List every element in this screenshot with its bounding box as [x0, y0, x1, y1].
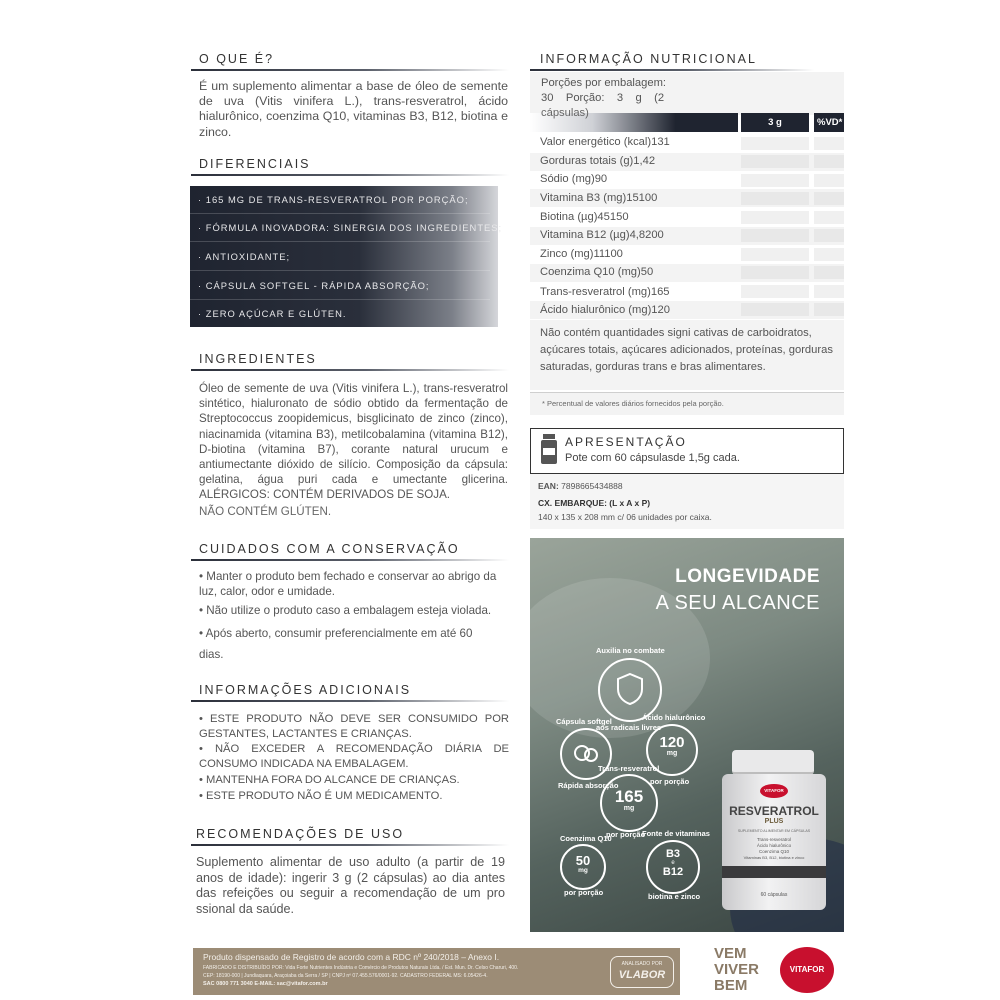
- nutrient-row: Gorduras totais (g)1,42: [540, 155, 656, 167]
- ean-label: EAN:: [538, 481, 559, 491]
- footer-band: [193, 948, 680, 995]
- vitafor-logo: VITAFOR: [780, 947, 834, 993]
- badge-unit: e: [671, 860, 675, 866]
- diferencial-item: · ZERO AÇÚCAR E GLÚTEN.: [198, 308, 347, 319]
- section-rule: [191, 69, 509, 71]
- adicionais-item: • NÃO EXCEDER A RECOMENDAÇÃO DIÁRIA DE CONSUMO INDICADA NA EMBALAGEM.: [199, 743, 509, 770]
- slogan-bem: BEM: [714, 977, 748, 994]
- ean-value: 7898665434888: [561, 481, 623, 491]
- badge-caption: por porção: [650, 777, 690, 786]
- divider: [190, 299, 490, 300]
- ad-headline: LONGEVIDADE: [675, 566, 820, 587]
- o-que-e-text: É um suplemento alimentar a base de óleo de semente de uva (Vitis vinifera L.), trans-resveratrol, ácido hialurônico, coenzima Q10, vitaminas B3, B12, biotina e zinco.: [199, 79, 508, 139]
- bottle-count: 60 cápsulas: [760, 892, 788, 898]
- vlabor-badge: [610, 956, 674, 988]
- value-cell: [741, 266, 809, 279]
- value-cell: [814, 303, 844, 316]
- badge-caption: biotina e zinco: [648, 892, 701, 901]
- divider: [190, 241, 490, 242]
- value-cell: [741, 303, 809, 316]
- value-cell: [741, 137, 809, 150]
- badge-unit: mg: [666, 750, 678, 757]
- badge-caption: Cápsula softgel: [556, 717, 612, 726]
- col-header-3g: 3 g: [741, 113, 809, 132]
- gluten-text: NÃO CONTÉM GLÚTEN.: [199, 505, 332, 518]
- badge-unit: mg: [578, 867, 588, 874]
- badge-caption: aos radicais livres: [596, 723, 662, 732]
- badge-caption: por porção: [564, 888, 604, 897]
- footer-sac: SAC 0800 771 3040 E-MAIL: sac@vitafor.com.br: [203, 981, 328, 987]
- value-cell: [814, 248, 844, 261]
- slogan-vem: VEM: [714, 945, 747, 962]
- badge-caption: Fonte de vitaminas: [642, 829, 710, 838]
- nutrient-row: Valor energético (kcal)131: [540, 136, 670, 148]
- value-cell: [814, 155, 844, 168]
- section-rule: [530, 69, 814, 71]
- badge-caption: Trans-resveratrol: [598, 764, 660, 773]
- badge-value: 50: [575, 853, 591, 868]
- adicionais-item: • ESTE PRODUTO NÃO DEVE SER CONSUMIDO POR GESTANTES, LACTANTES E CRIANÇAS.: [199, 713, 509, 740]
- nutrient-row: Sódio (mg)90: [540, 173, 608, 185]
- cuidados-item: • Não utilize o produto caso a embalagem esteja violada.: [199, 604, 492, 617]
- porcoes-line: 30 Porção: 3 g (2: [541, 92, 665, 104]
- bottle-ingredient: Coenzima Q10: [758, 849, 789, 854]
- col-header-vd: %VD*: [814, 113, 844, 132]
- value-cell: [814, 174, 844, 187]
- nutrient-row: Vitamina B12 (µg)4,8200: [540, 229, 664, 241]
- value-cell: [741, 174, 809, 187]
- diferenciais-title: DIFERENCIAIS: [199, 157, 311, 171]
- value-cell: [814, 211, 844, 224]
- product-ad: [530, 538, 844, 932]
- divider: [190, 270, 490, 271]
- slogan-viver: VIVER: [714, 961, 760, 978]
- bottle-band: [722, 866, 826, 878]
- value-cell: [741, 285, 809, 298]
- bottle-cap: [732, 750, 814, 775]
- capsule-icon: [573, 742, 599, 764]
- cuidados-title: CUIDADOS COM A CONSERVAÇÃO: [199, 542, 460, 556]
- vlabor-logo: VLABOR: [618, 969, 666, 981]
- value-cell: [741, 192, 809, 205]
- diferencial-item: · FÓRMULA INOVADORA: SINERGIA DOS INGREDIENTES;: [198, 222, 503, 233]
- bottle-sub: SUPLEMENTO ALIMENTAR EM CÁPSULAS: [737, 829, 811, 833]
- shield-icon: [615, 672, 645, 706]
- cx-value: 140 x 135 x 208 mm c/ 06 unidades por caixa.: [538, 512, 712, 522]
- footnote: * Percentual de valores diários fornecidos pela porção.: [542, 399, 724, 408]
- nutrient-row: Ácido hialurônico (mg)120: [540, 304, 670, 316]
- footer-rdc: Produto dispensado de Registro de acordo com a RDC nº 240/2018 – Anexo I.: [203, 952, 500, 962]
- value-cell: [814, 266, 844, 279]
- nutrient-row: Coenzima Q10 (mg)50: [540, 266, 654, 278]
- badge-value: 120: [659, 734, 685, 751]
- badge-caption: Auxilia no combate: [596, 646, 665, 655]
- bottle-ingredient: Ácido hialurônico: [756, 843, 792, 848]
- adicionais-item: • ESTE PRODUTO NÃO É UM MEDICAMENTO.: [199, 790, 443, 802]
- badge-vitaminas: [646, 840, 700, 894]
- footer-endereco: CEP: 18190-000 | Jundiaquara, Araçoiaba da Serra / SP | CNPJ nº 07.455.576/0001-92. CADASTRO FEDERAL MS: 6.05426-4.: [203, 973, 488, 979]
- apresentacao-title: APRESENTAÇÃO: [565, 435, 687, 449]
- recomendacoes-title: RECOMENDAÇÕES DE USO: [196, 827, 405, 841]
- recomendacoes-text: Suplemento alimentar de uso adulto (a partir de 19 anos de idade): ingerir 3 g (2 cápsulas) ao dia antes das refeições ou seguir a recomendação de um pro ssional da saúde.: [196, 855, 505, 916]
- diferencial-item: · 165 MG DE TRANS-RESVERATROL POR PORÇÃO;: [198, 194, 469, 205]
- value-cell: [741, 229, 809, 242]
- bottle-ingredient: Trans-resveratrol: [756, 837, 792, 842]
- cx-label: CX. EMBARQUE: (L x A x P): [538, 498, 651, 508]
- o-que-e-title: O QUE É?: [199, 52, 275, 66]
- value-cell: [814, 229, 844, 242]
- badge-coenzima: [560, 844, 606, 890]
- nao-contem-text: Não contém quantidades signi cativas de carboidratos, açúcares totais, açúcares adicionados, proteínas, gorduras saturadas, gorduras trans e bras alimentares.: [540, 327, 833, 373]
- value-cell: [741, 248, 809, 261]
- bottle-plus: PLUS: [764, 818, 784, 825]
- badge-caption: Ácido hialurônico: [642, 713, 706, 722]
- bottle-ingredient: Vitaminas B3, B12, biotina e zinco: [743, 855, 805, 860]
- nutrient-row: Trans-resveratrol (mg)165: [540, 286, 670, 298]
- badge-value: B3: [665, 848, 681, 860]
- nutrient-row: Zinco (mg)11100: [540, 248, 623, 260]
- value-cell: [814, 192, 844, 205]
- value-cell: [814, 137, 844, 150]
- section-rule: [191, 559, 509, 561]
- footer-fabricante: FABRICADO E DISTRIBUÍDO POR: Vida Forte Nutrientes Indústria e Comércio de Produtos Naturais Ltda. / Est. Mun. Dr. Celso Charuri, 400.: [203, 965, 519, 971]
- adicionais-title: INFORMAÇÕES ADICIONAIS: [199, 683, 412, 697]
- badge-value: B12: [662, 866, 684, 878]
- ad-headline: A SEU ALCANCE: [655, 592, 820, 614]
- ingredientes-text: Óleo de semente de uva (Vitis vinifera L.), trans-resveratrol sintético, hialuronato de sódio obtido da fermentação de Streptococcus zoopidemicus, bisglicinato de zinco (zinco), niacinamida (vitamina B3), metilcobalamina (vitamina B12), D-biotina (vitamina B7), corante natural urucum e antiumectante dióxido de silício. Composição da cápsula: gelatina, água puri cada e umectante glicerina. ALÉRGICOS: CONTÉM DERIVADOS DE SOJA.: [199, 382, 508, 502]
- section-rule: [191, 700, 509, 702]
- cuidados-item: • Após aberto, consumir preferencialmente em até 60 dias.: [199, 627, 473, 661]
- nutrient-row: Vitamina B3 (mg)15100: [540, 192, 658, 204]
- diferencial-item: · ANTIOXIDANTE;: [198, 251, 291, 262]
- value-cell: [814, 285, 844, 298]
- divider: [190, 213, 490, 214]
- cuidados-item: • Manter o produto bem fechado e conservar ao abrigo da luz, calor, odor e umidade.: [199, 570, 497, 598]
- badge-unit: mg: [623, 805, 635, 812]
- ingredientes-title: INGREDIENTES: [199, 352, 317, 366]
- bottle-logo: VITAFOR: [760, 784, 788, 798]
- badge-caption: Coenzima Q10: [560, 834, 612, 843]
- jar-icon: [540, 433, 558, 465]
- section-rule: [191, 369, 509, 371]
- porcoes-line: cápsulas): [541, 107, 589, 119]
- value-cell: [741, 155, 809, 168]
- badge-value: 165: [614, 787, 644, 806]
- adicionais-item: • MANTENHA FORA DO ALCANCE DE CRIANÇAS.: [199, 774, 460, 786]
- diferenciais-box: [190, 186, 503, 327]
- nutricional-title: INFORMAÇÃO NUTRICIONAL: [540, 52, 757, 66]
- ean-line: [538, 481, 623, 491]
- apresentacao-text: Pote com 60 cápsulasde 1,5g cada.: [565, 452, 740, 464]
- product-bottle: [722, 774, 826, 910]
- nutrient-row: Biotina (µg)45150: [540, 211, 629, 223]
- porcoes-line: Porções por embalagem:: [541, 77, 666, 89]
- bottle-name: RESVERATROL: [729, 804, 819, 818]
- vlabor-caption: ANALISADO POR: [621, 961, 663, 967]
- section-rule: [191, 844, 509, 846]
- badge-caption: por porção: [606, 830, 646, 839]
- section-rule: [191, 174, 509, 176]
- diferencial-item: · CÁPSULA SOFTGEL - RÁPIDA ABSORÇÃO;: [198, 280, 430, 291]
- value-cell: [741, 211, 809, 224]
- badge-caption: Rápida absorção: [558, 781, 619, 790]
- badge-trans: [600, 774, 658, 832]
